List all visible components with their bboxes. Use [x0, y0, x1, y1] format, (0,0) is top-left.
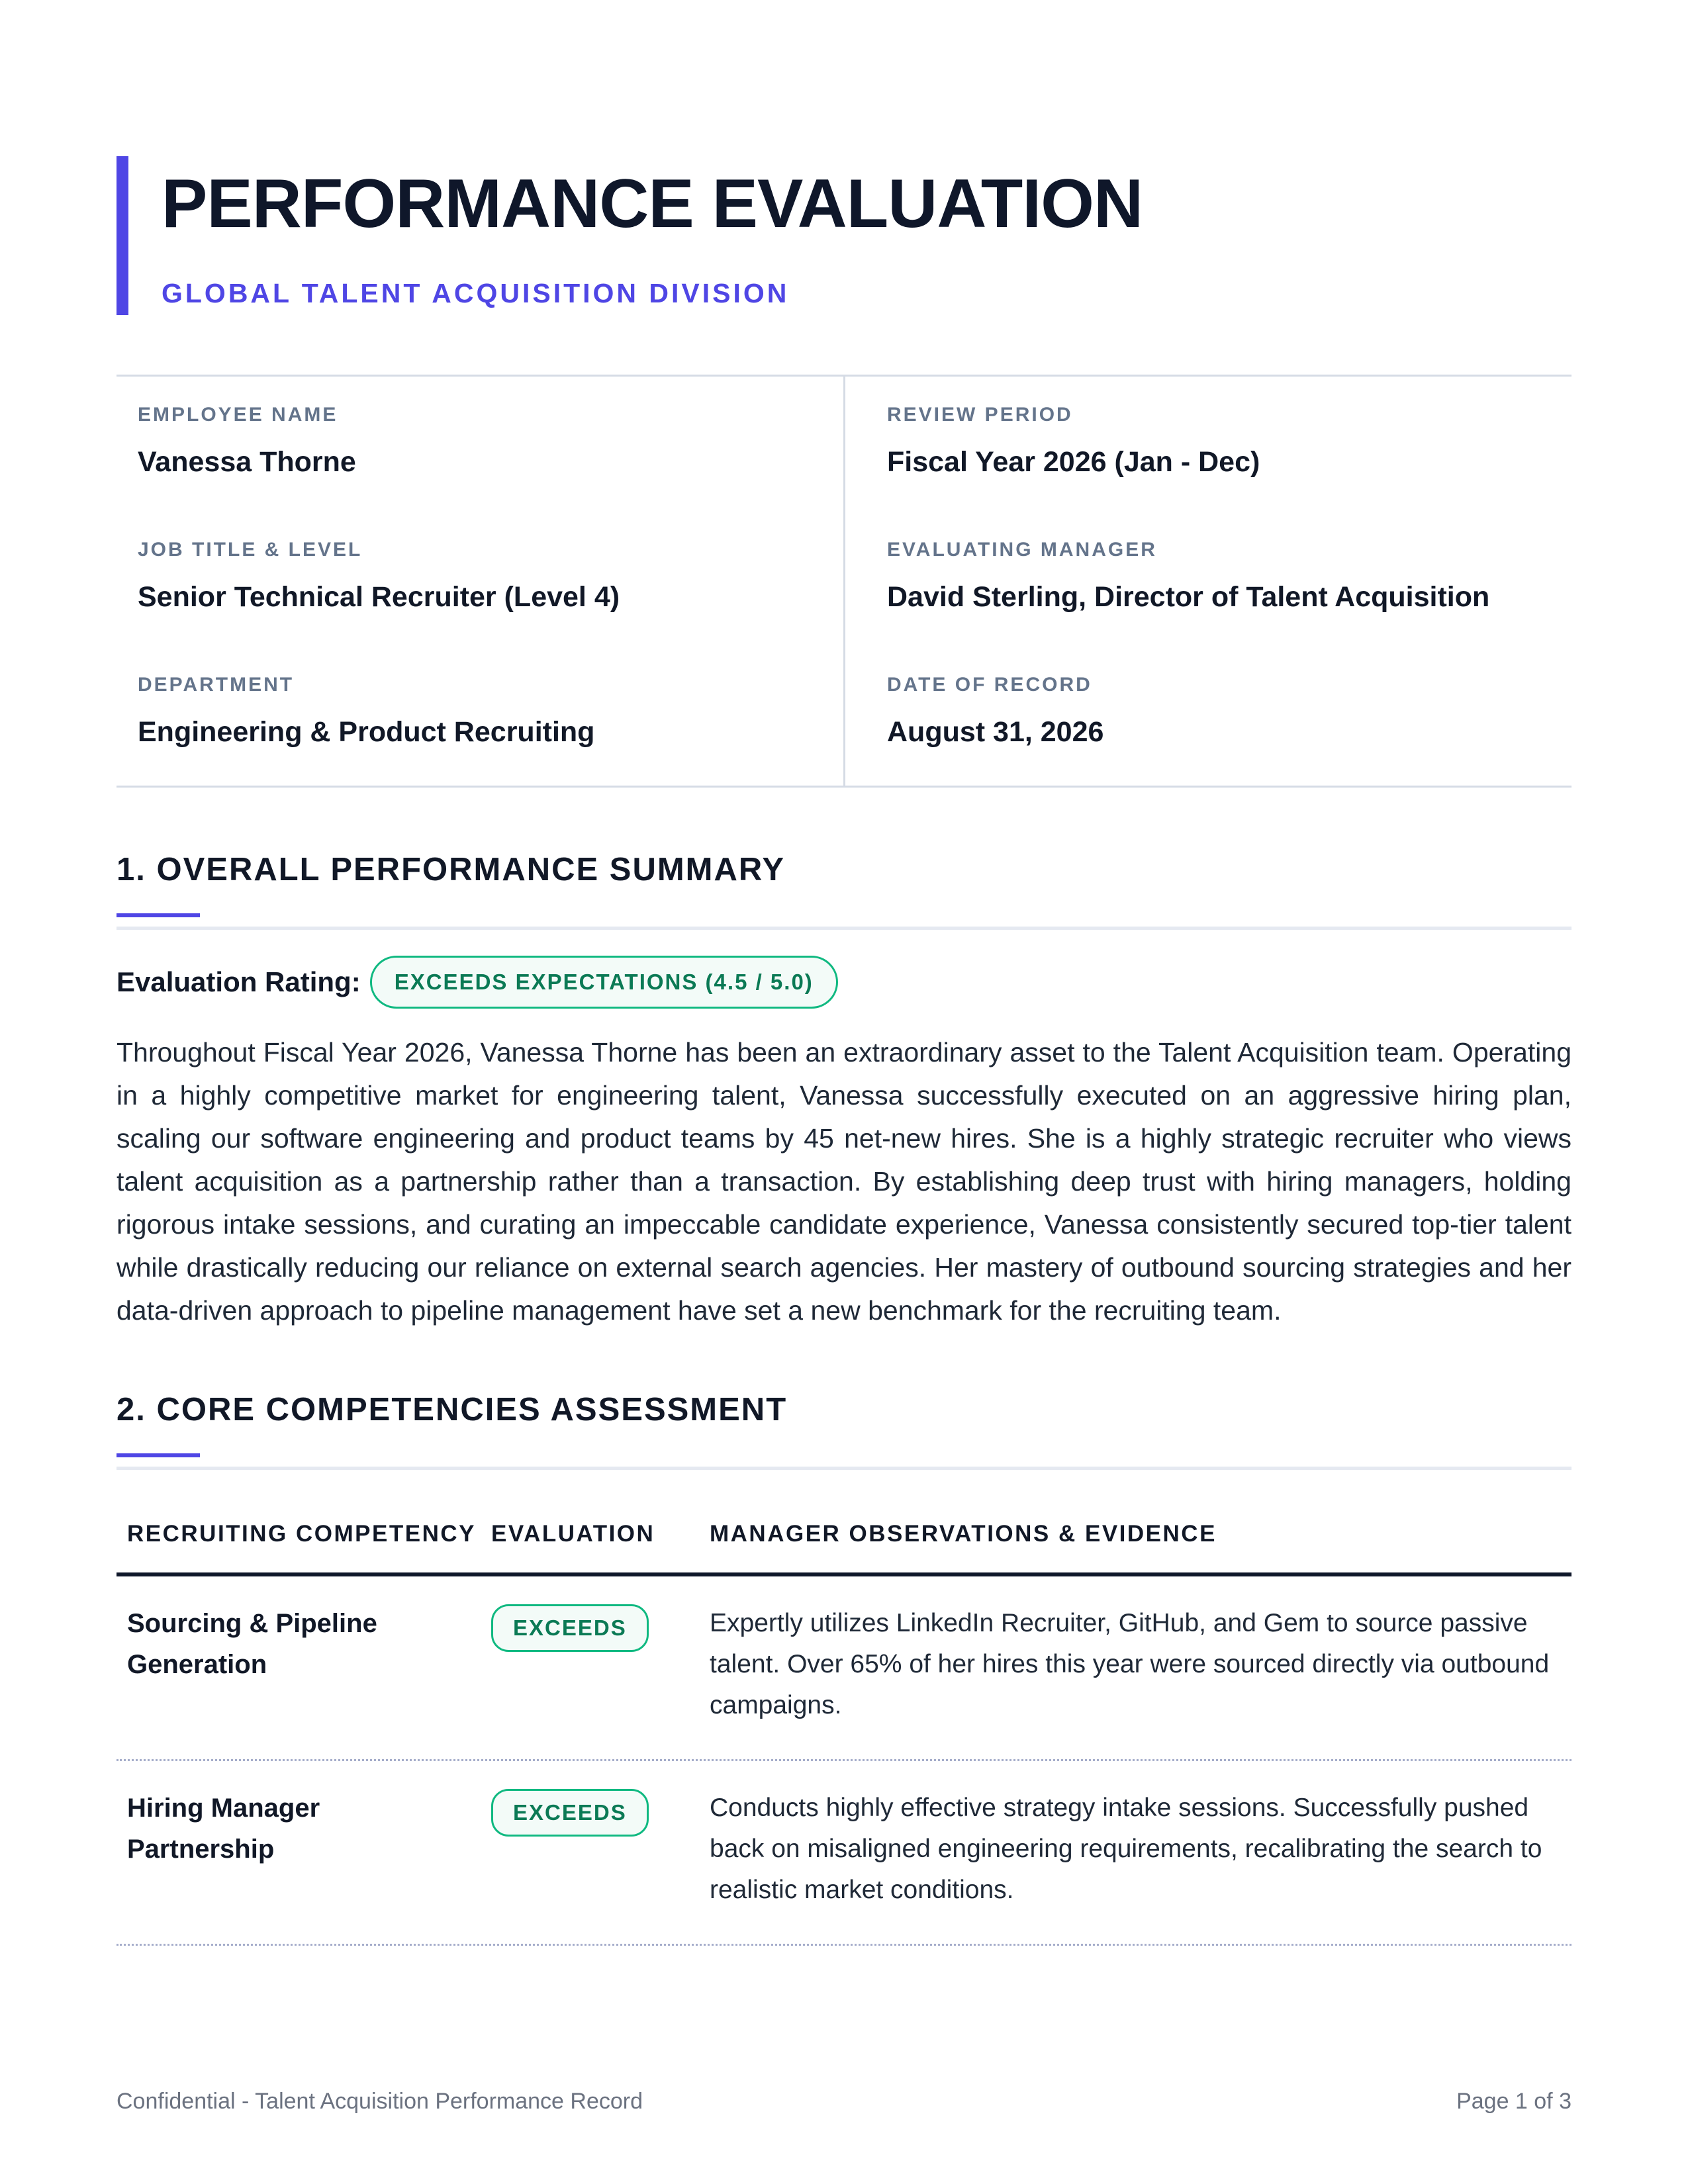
department-field — [138, 673, 594, 749]
field-value: August 31, 2026 — [887, 716, 1104, 748]
table-row — [117, 1576, 1571, 1761]
employee-info-grid — [117, 375, 1571, 788]
heading-rule — [117, 1467, 1571, 1470]
manager-observation: Conducts highly effective strategy intake sessions. Successfully pushed back on misaligned engineering requirements, recalibrating the search to realistic market conditions. — [710, 1794, 1542, 1904]
field-label: EMPLOYEE NAME — [138, 404, 338, 426]
section-title: 1. OVERALL PERFORMANCE SUMMARY — [117, 852, 786, 887]
rating-badge: EXCEEDS EXPECTATIONS (4.5 / 5.0) — [370, 956, 838, 1009]
section-title: 2. CORE COMPETENCIES ASSESSMENT — [117, 1392, 788, 1428]
field-value: Fiscal Year 2026 (Jan - Dec) — [887, 446, 1260, 478]
evaluation-badge: EXCEEDS — [491, 1789, 649, 1837]
manager-observation: Expertly utilizes LinkedIn Recruiter, GitHub, and Gem to source passive talent. Over 65% of her hires this year were sourced directly via outbound campaigns. — [710, 1609, 1550, 1719]
field-label: DEPARTMENT — [138, 674, 295, 696]
page-title: PERFORMANCE EVALUATION — [162, 165, 1143, 242]
column-header-observations: MANAGER OBSERVATIONS & EVIDENCE — [710, 1521, 1217, 1547]
date-of-record-field — [887, 673, 1103, 749]
field-label: REVIEW PERIOD — [887, 404, 1073, 426]
heading-accent-bar — [117, 1453, 200, 1457]
field-value: David Sterling, Director of Talent Acquisition — [887, 581, 1490, 613]
footer-page-number: Page 1 of 3 — [1456, 2089, 1571, 2114]
field-value: Engineering & Product Recruiting — [138, 716, 595, 748]
evaluating-manager-field — [887, 538, 1489, 614]
evaluation-cell — [491, 1604, 649, 1652]
info-divider — [843, 377, 845, 786]
column-header-competency: RECRUITING COMPETENCY — [127, 1521, 476, 1547]
heading-rule — [117, 927, 1571, 930]
document-header — [117, 156, 1143, 315]
employee-name-field — [138, 403, 356, 478]
column-header-evaluation: EVALUATION — [491, 1521, 655, 1547]
summary-paragraph: Throughout Fiscal Year 2026, Vanessa Thorne has been an extraordinary asset to the Talent Acquisition team. Operating in a highly competitive market for engineering talent, Vanessa successfully executed on an aggressive hiring plan, scaling our software engineering and product teams by 45 net-new hires. She is a highly strategic recruiter who views talent acquisition as a partnership rather than a transaction. By establishing deep trust with hiring managers, holding rigorous intake sessions, and curating an impeccable candidate experience, Vanessa consistently secured top-tier talent while drastically reducing our reliance on external search agencies. Her mastery of outbound sourcing strategies and her data-driven approach to pipeline management have set a new benchmark for the recruiting team. — [117, 1037, 1571, 1326]
footer-confidential-note: Confidential - Talent Acquisition Performance Record — [117, 2089, 643, 2114]
review-period-field — [887, 403, 1260, 478]
page-subtitle: GLOBAL TALENT ACQUISITION DIVISION — [162, 278, 790, 308]
evaluation-cell — [491, 1789, 649, 1837]
competency-name: Sourcing & Pipeline Generation — [127, 1609, 377, 1679]
competency-table-header — [117, 1509, 1571, 1576]
evaluation-rating — [117, 956, 838, 1009]
summary-section-heading — [117, 850, 1571, 932]
rating-label: Evaluation Rating: — [117, 966, 361, 997]
field-label: DATE OF RECORD — [887, 674, 1092, 696]
field-value: Vanessa Thorne — [138, 446, 356, 478]
evaluation-badge: EXCEEDS — [491, 1604, 649, 1652]
heading-accent-bar — [117, 913, 200, 917]
job-title-field — [138, 538, 620, 614]
field-label: EVALUATING MANAGER — [887, 539, 1157, 561]
competency-name: Hiring Manager Partnership — [127, 1794, 320, 1864]
table-row — [117, 1761, 1571, 1946]
field-value: Senior Technical Recruiter (Level 4) — [138, 581, 620, 613]
field-label: JOB TITLE & LEVEL — [138, 539, 363, 561]
competencies-section-heading — [117, 1390, 1571, 1472]
